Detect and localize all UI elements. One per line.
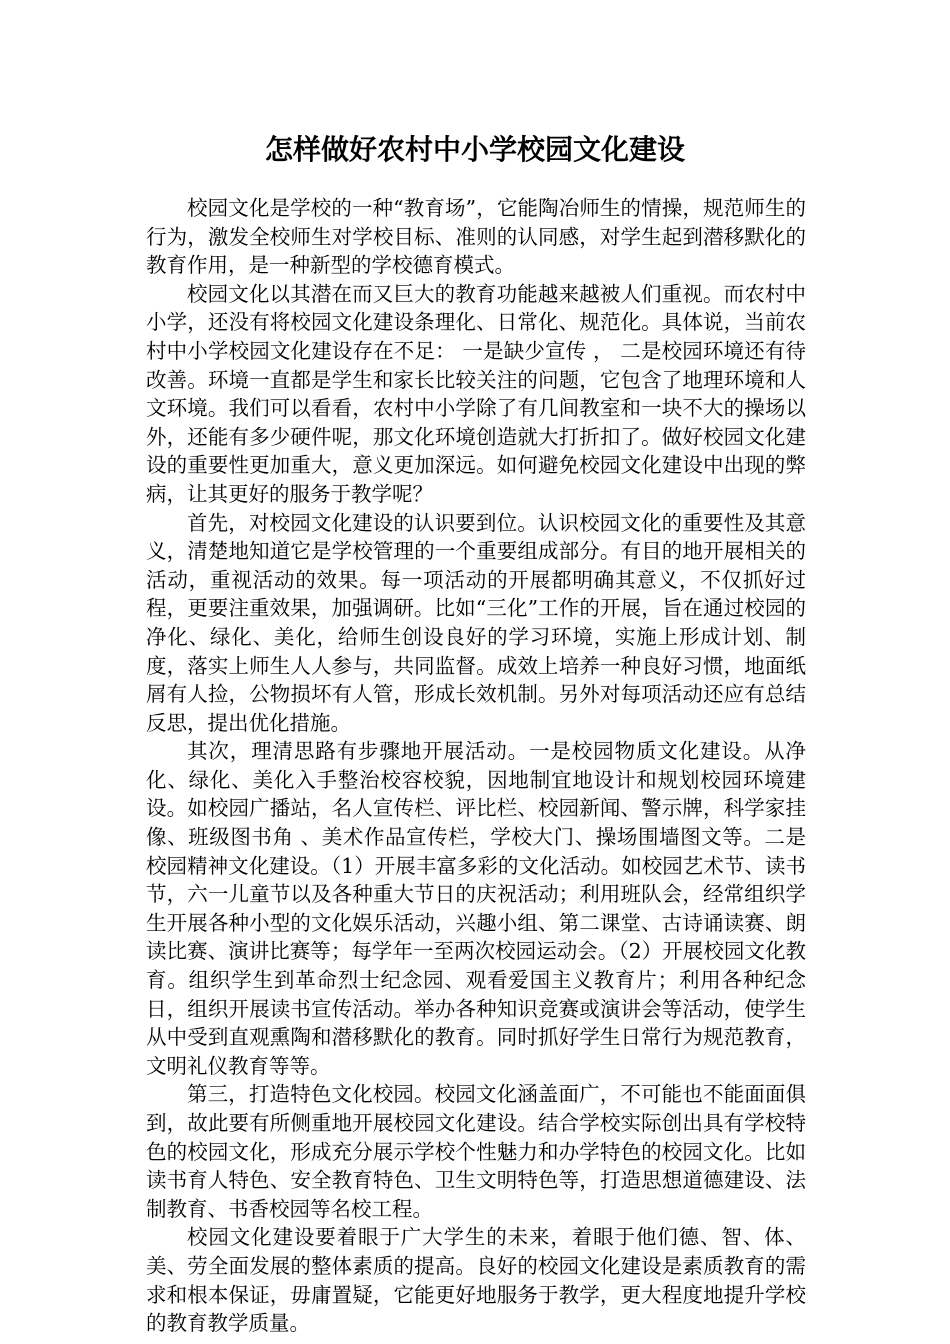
paragraph-third: 第三，打造特色文化校园。校园文化涵盖面广，不可能也不能面面俱到，故此要有所侧重地开展校园文化建设。结合学校实际创出具有学校特色的校园文化，形成充分展示学校个性魅力和办学特色的校园文化。比如读书育人特色、安全教育特色、卫生文明特色等，打造思想道德建设、法制教育、书香校园等名校工程。	[146, 1082, 806, 1221]
paragraph-second: 其次，理清思路有步骤地开展活动。一是校园物质文化建设。从净化、绿化、美化入手整治校容校貌，因地制宜地设计和规划校园环境建设。如校园广播站，名人宣传栏、评比栏、校园新闻、警示牌，科学家挂像、班级图书角 、美术作品宣传栏，学校大门、操场围墙图文等。二是校园精神文化建设。（1）开展丰富多彩的文化活动。如校园艺术节、读书节，六一儿童节以及各种重大节日的庆祝活动；利用班队会，经常组织学生开展各种小型的文化娱乐活动，兴趣小组、第二课堂、古诗诵读赛、朗读比赛、演讲比赛等；每学年一至两次校园运动会。（2）开展校园文化教育。组织学生到革命烈士纪念园、观看爱国主义教育片；利用各种纪念日，组织开展读书宣传活动。举办各种知识竞赛或演讲会等活动，使学生从中受到直观熏陶和潜移默化的教育。同时抓好学生日常行为规范教育，文明礼仪教育等等。	[146, 739, 806, 1078]
paragraph-problems: 校园文化以其潜在而又巨大的教育功能越来越被人们重视。而农村中小学，还没有将校园文化建设条理化、日常化、规范化。具体说，当前农村中小学校园文化建设存在不足： 一是缺少宣传 ， 二是校园环境还有待改善。环境一直都是学生和家长比较关注的问题，它包含了地理环境和人文环境。我们可以看看，农村中小学除了有几间教室和一块不大的操场以外，还能有多少硬件呢，那文化环境创造就大打折扣了。做好校园文化建设的重要性更加重大，意义更加深远。如何避免校园文化建设中出现的弊病，让其更好的服务于教学呢？	[146, 281, 806, 506]
document-body	[146, 194, 806, 1338]
paragraph-intro: 校园文化是学校的一种“教育场”，它能陶冶师生的情操，规范师生的行为，激发全校师生对学校目标、准则的认同感，对学生起到潜移默化的教育作用，是一种新型的学校德育模式。	[146, 196, 806, 278]
paragraph-first: 首先，对校园文化建设的认识要到位。认识校园文化的重要性及其意义，清楚地知道它是学校管理的一个重要组成部分。有目的地开展相关的活动，重视活动的效果。每一项活动的开展都明确其意义，不仅抓好过程，更要注重效果，加强调研。比如“三化”工作的开展，旨在通过校园的净化、绿化、美化，给师生创设良好的学习环境，实施上形成计划、制度，落实上师生人人参与，共同监督。成效上培养一种良好习惯，地面纸屑有人捡，公物损坏有人管，形成长效机制。另外对每项活动还应有总结反思，提出优化措施。	[146, 510, 806, 735]
document-title: 怎样做好农村中小学校园文化建设	[264, 133, 685, 166]
paragraph-conclusion: 校园文化建设要着眼于广大学生的未来，着眼于他们德、智、体、美、劳全面发展的整体素质的提高。良好的校园文化建设是素质教育的需求和根本保证，毋庸置疑，它能更好地服务于教学，更大程度地提升学校的教育教学质量。	[146, 1225, 806, 1336]
